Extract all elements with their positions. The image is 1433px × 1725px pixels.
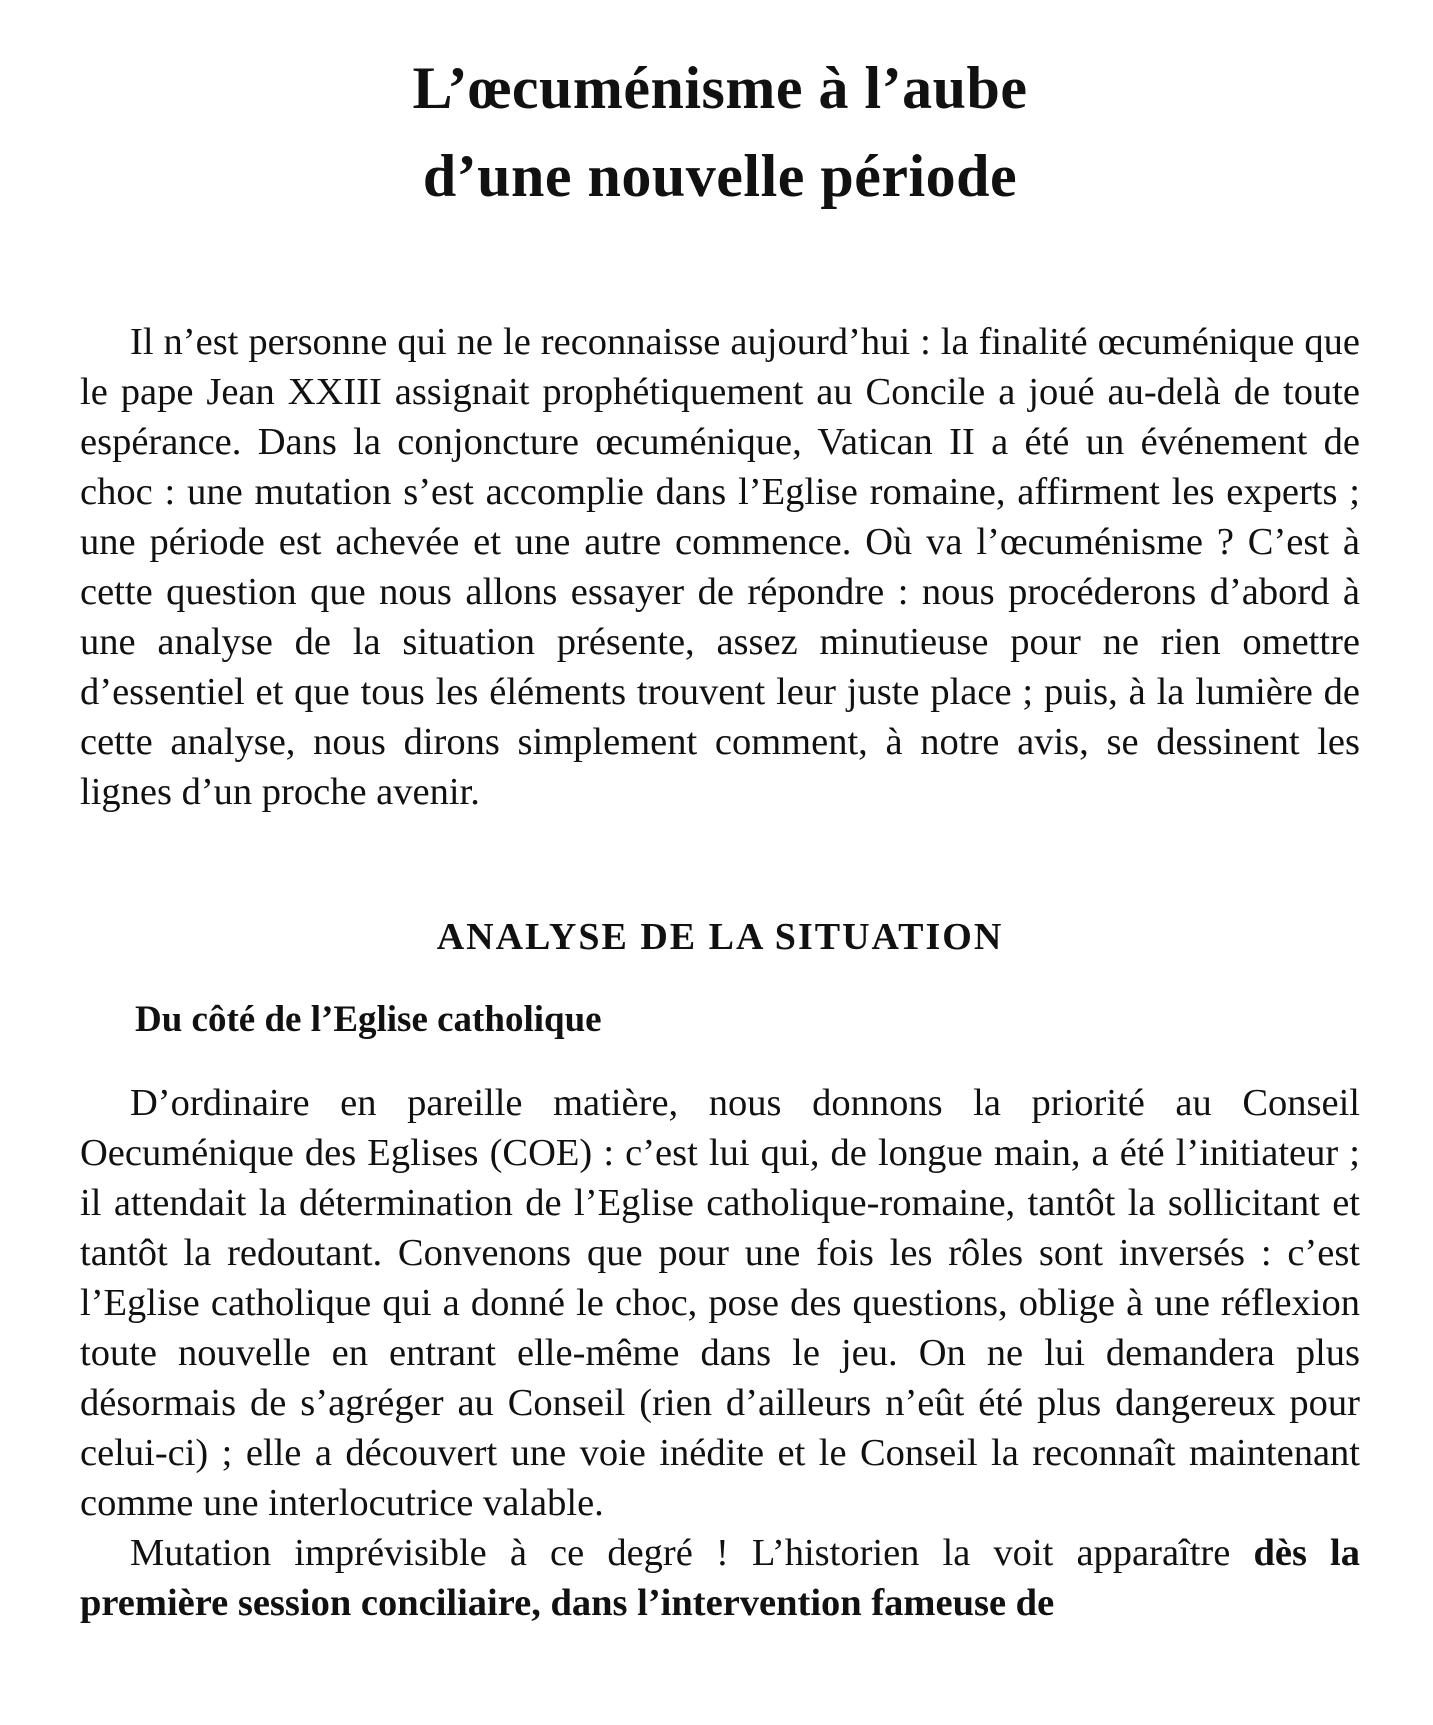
paragraph-3-bold: dès la première session conciliaire, dans l’intervention fameuse de: [80, 1532, 1360, 1624]
paragraph-3-start: Mutation imprévisible à ce degré ! L’historien la voit apparaître: [130, 1532, 1254, 1574]
body-paragraph-3: [80, 1528, 1360, 1628]
article-title: [80, 44, 1360, 220]
section-heading: ANALYSE DE LA SITUATION: [436, 916, 1004, 958]
body-paragraph-2: D’ordinaire en pareille matière, nous donnons la priorité au Conseil Oecuménique des Eglises (COE) : c’est lui qui, de longue main, a été l’initiateur ; il attendait la détermination de l’Eglise catholique-romaine, tantôt la sollicitant et tantôt la redoutant. Convenons que pour une fois les rôles sont inversés : c’est l’Eglise catholique qui a donné le choc, pose des questions, oblige à une réflexion toute nouvelle en entrant elle-même dans le jeu. On ne lui demandera plus désormais de s’agréger au Conseil (rien d’ailleurs n’eût été plus dangereux pour celui-ci) ; elle a découvert une voie inédite et le Conseil la reconnaît maintenant comme une interlocutrice valable.: [80, 1082, 1360, 1524]
document-page: [80, 0, 1360, 1628]
title-line-1: L’œcuménisme à l’aube: [412, 55, 1028, 121]
subsection-heading: Du côté de l’Eglise catholique: [135, 999, 602, 1040]
intro-paragraph: Il n’est personne qui ne le reconnaisse aujourd’hui : la finalité œcuménique que le pape Jean XXIII assignait prophétiquement au Concile a joué au-delà de toute espérance. Dans la conjoncture œcuménique, Vatican II a été un événement de choc : une mutation s’est accomplie dans l’Eglise romaine, affirment les experts ; une période est achevée et une autre commence. Où va l’œcuménisme ? C’est à cette question que nous allons essayer de répondre : nous procéderons d’abord à une analyse de la situation présente, assez minutieuse pour ne rien omettre d’essentiel et que tous les éléments trouvent leur juste place ; puis, à la lumière de cette analyse, nous dirons simplement comment, à notre avis, se dessinent les lignes d’un proche avenir.: [80, 321, 1360, 813]
title-line-2: d’une nouvelle période: [422, 143, 1018, 209]
